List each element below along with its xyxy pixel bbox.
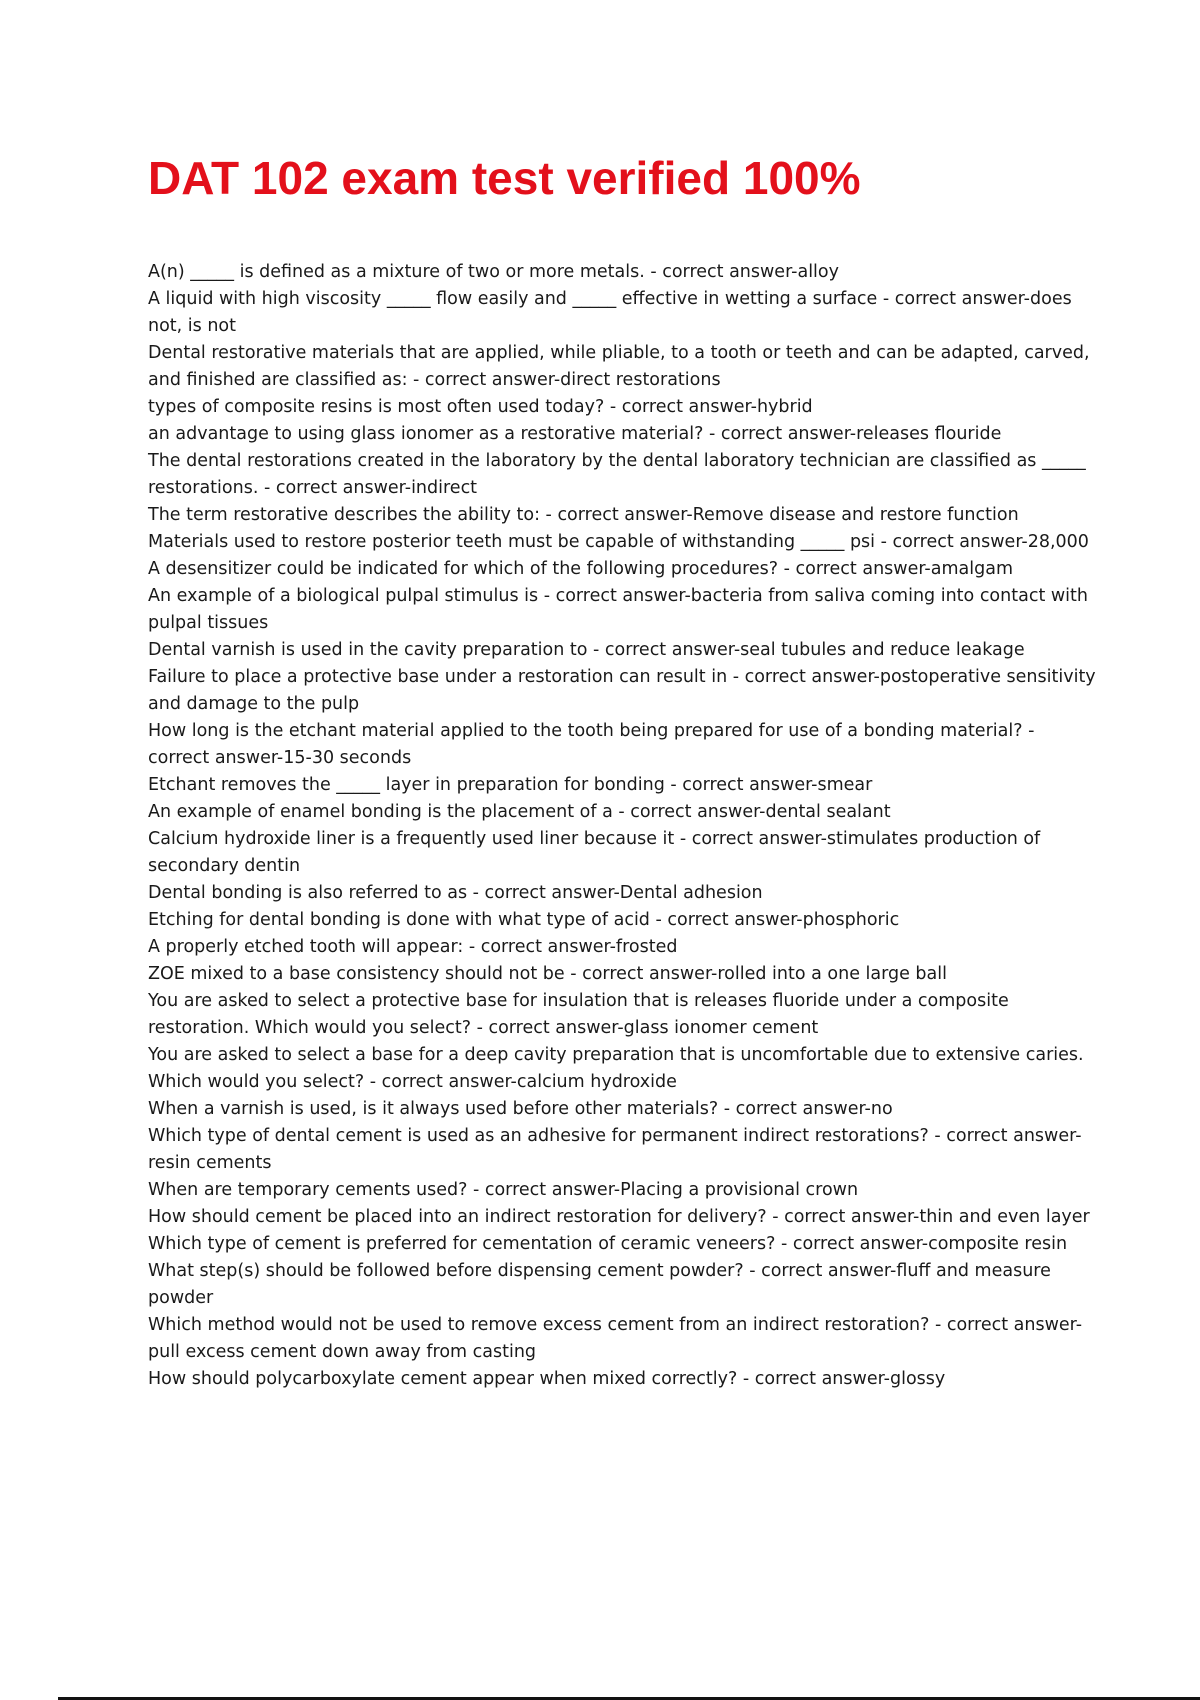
qa-item: types of composite resins is most often used today? - correct answer-hybrid xyxy=(148,397,813,417)
qa-item: Which type of dental cement is used as an adhesive for permanent indirect restorations? - correct answer-resin cements xyxy=(148,1126,1082,1173)
qa-item: Materials used to restore posterior teeth must be capable of withstanding _____ psi - correct answer-28,000 xyxy=(148,532,1089,552)
qa-item: You are asked to select a protective base for insulation that is releases fluoride under a composite restoration. Which would you select? - correct answer-glass ionomer cement xyxy=(148,991,1009,1038)
qa-item: The term restorative describes the ability to: - correct answer-Remove disease and restore function xyxy=(148,505,1019,525)
question-answer-list xyxy=(148,259,1098,1393)
qa-item: Dental bonding is also referred to as - correct answer-Dental adhesion xyxy=(148,883,763,903)
qa-item: Etchant removes the _____ layer in preparation for bonding - correct answer-smear xyxy=(148,775,873,795)
qa-item: How should polycarboxylate cement appear when mixed correctly? - correct answer-glossy xyxy=(148,1369,946,1389)
qa-item: Which method would not be used to remove excess cement from an indirect restoration? - correct answer-pull excess cement down away from casting xyxy=(148,1315,1083,1362)
qa-item: Dental varnish is used in the cavity preparation to - correct answer-seal tubules and reduce leakage xyxy=(148,640,1025,660)
qa-item: Which type of cement is preferred for cementation of ceramic veneers? - correct answer-composite resin xyxy=(148,1234,1068,1254)
qa-item: an advantage to using glass ionomer as a restorative material? - correct answer-releases flouride xyxy=(148,424,1002,444)
qa-item: Dental restorative materials that are applied, while pliable, to a tooth or teeth and can be adapted, carved, and finished are classified as: - correct answer-direct restorations xyxy=(148,343,1090,390)
qa-item: Failure to place a protective base under a restoration can result in - correct answer-postoperative sensitivity and damage to the pulp xyxy=(148,667,1096,714)
qa-item: Calcium hydroxide liner is a frequently used liner because it - correct answer-stimulates production of secondary dentin xyxy=(148,829,1041,876)
qa-item: ZOE mixed to a base consistency should not be - correct answer-rolled into a one large ball xyxy=(148,964,947,984)
qa-item: A(n) _____ is defined as a mixture of two or more metals. - correct answer-alloy xyxy=(148,262,839,282)
qa-item: How long is the etchant material applied to the tooth being prepared for use of a bonding material? - correct answer-15-30 seconds xyxy=(148,721,1035,768)
qa-item: An example of enamel bonding is the placement of a - correct answer-dental sealant xyxy=(148,802,891,822)
qa-item: A liquid with high viscosity _____ flow easily and _____ effective in wetting a surface - correct answer-does not, is not xyxy=(148,289,1072,336)
qa-item: A desensitizer could be indicated for which of the following procedures? - correct answer-amalgam xyxy=(148,559,1013,579)
qa-item: When a varnish is used, is it always used before other materials? - correct answer-no xyxy=(148,1099,893,1119)
qa-item: A properly etched tooth will appear: - correct answer-frosted xyxy=(148,937,678,957)
qa-item: How should cement be placed into an indirect restoration for delivery? - correct answer-thin and even layer xyxy=(148,1207,1090,1227)
qa-item: An example of a biological pulpal stimulus is - correct answer-bacteria from saliva coming into contact with pulpal tissues xyxy=(148,586,1088,633)
qa-item: When are temporary cements used? - correct answer-Placing a provisional crown xyxy=(148,1180,859,1200)
qa-item: What step(s) should be followed before dispensing cement powder? - correct answer-fluff and measure powder xyxy=(148,1261,1051,1308)
document-title: DAT 102 exam test verified 100% xyxy=(148,152,861,204)
qa-item: The dental restorations created in the laboratory by the dental laboratory technician are classified as _____ restorations. - correct answer-indirect xyxy=(148,451,1086,498)
qa-item: Etching for dental bonding is done with what type of acid - correct answer-phosphoric xyxy=(148,910,900,930)
qa-item: You are asked to select a base for a deep cavity preparation that is uncomfortable due to extensive caries. Which would you select? - correct answer-calcium hydroxide xyxy=(148,1045,1084,1092)
